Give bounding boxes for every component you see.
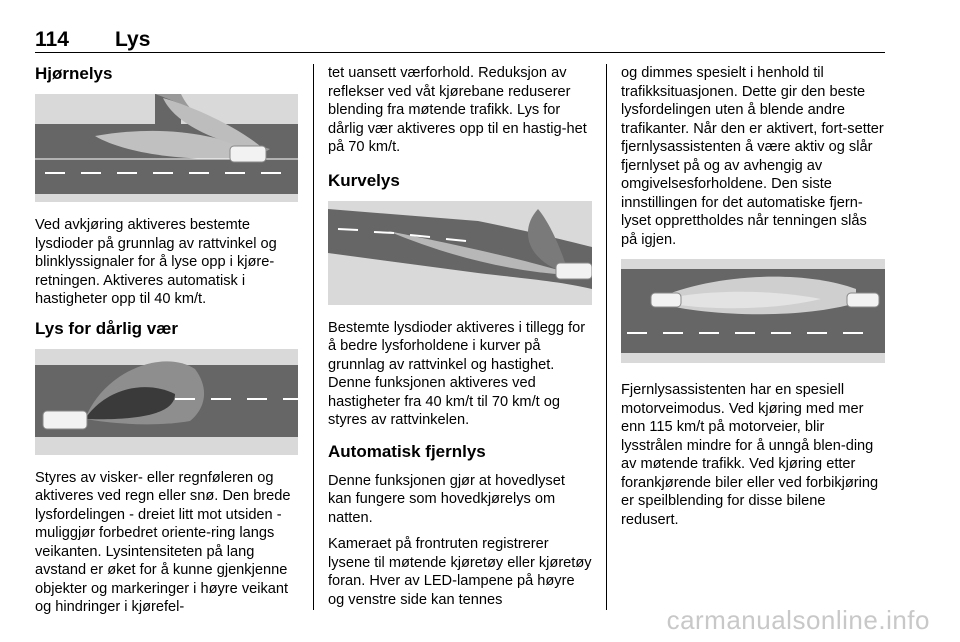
high-beam-assist-illustration xyxy=(621,259,885,363)
heading-cornering-light: Hjørnelys xyxy=(35,64,113,83)
heading-automatic-high-beam: Automatisk fjernlys xyxy=(328,441,486,461)
page-header xyxy=(35,26,885,53)
heading-bad-weather-light: Lys for dårlig vær xyxy=(35,318,178,338)
paragraph-bad-weather-continued: tet uansett værforhold. Reduksjon av reflekser ved våt kjørebane reduserer blending fra møtende trafikk. Lys for dårlig vær aktiveres opp til en hastig-het på 70 km/t. xyxy=(328,65,587,155)
column-2 xyxy=(328,64,592,617)
column-divider xyxy=(606,64,607,610)
bad-weather-light-illustration xyxy=(35,349,298,455)
watermark: carmanualsonline.info xyxy=(666,605,930,635)
paragraph-bad-weather-light: Styres av visker- eller regnføleren og aktiveres ved regn eller snø. Den brede lysfordelingen - dreiet litt mot utsiden - muliggjør forbedret oriente-ring langs veikanten. Lysintensiteten på lang avstand er øket for å kunne gjenkjenne objekter og markeringer i høyre veikant og hindringer i kjørefel- xyxy=(35,469,291,615)
section-title: Lys xyxy=(115,28,151,51)
curve-light-illustration xyxy=(328,201,592,305)
cornering-light-illustration xyxy=(35,94,298,202)
heading-curve-light: Kurvelys xyxy=(328,170,400,190)
paragraph-curve-light: Bestemte lysdioder aktiveres i tillegg for å bedre lysforholdene i kurver på grunnlag av rattvinkel og hastighet. Denne funksjonen aktiveres ved hastigheter fra 40 km/t til 70 km/t og styres av rattvinkelen. xyxy=(328,319,586,428)
column-3 xyxy=(621,64,885,537)
column-1 xyxy=(35,64,298,625)
paragraph-automatic-high-beam-1: Denne funksjonen gjør at hovedlyset kan fungere som hovedkjørelys om natten. xyxy=(328,472,565,526)
paragraph-automatic-high-beam-continued: og dimmes spesielt i henhold til trafikksituasjonen. Dette gir den beste lysfordelingen uten å blende andre trafikanter. Når den er aktivert, fort-setter fjernlysassistenten å være aktiv og slår fjernlyset på og av avhengig av omgivelsesforholdene. Den siste innstillingen for det automatiske fjern-lyset opprettholdes når tenningen slås på igjen. xyxy=(621,65,884,248)
paragraph-high-beam-assist: Fjernlysassistenten har en spesiell motorveimodus. Ved kjøring med mer enn 115 km/t på motorveier, blir lysstrålen mindre for å unngå blen-ding av møtende trafikk. Ved kjøring etter forankjørende biler eller ved forbikjøring er speilblending for disse bilene redusert. xyxy=(621,382,879,528)
paragraph-automatic-high-beam-2: Kameraet på frontruten registrerer lysene til møtende kjøretøy eller kjøretøy foran. Hver av LED-lampene på høyre og venstre side kan tennes xyxy=(328,536,592,608)
column-divider xyxy=(313,64,314,610)
paragraph-cornering-light: Ved avkjøring aktiveres bestemte lysdioder på grunnlag av rattvinkel og blinklyssignaler for å lyse opp i kjøre-retningen. Aktiveres automatisk i hastigheter opp til 40 km/t. xyxy=(35,217,277,307)
page-number: 114 xyxy=(35,28,69,51)
